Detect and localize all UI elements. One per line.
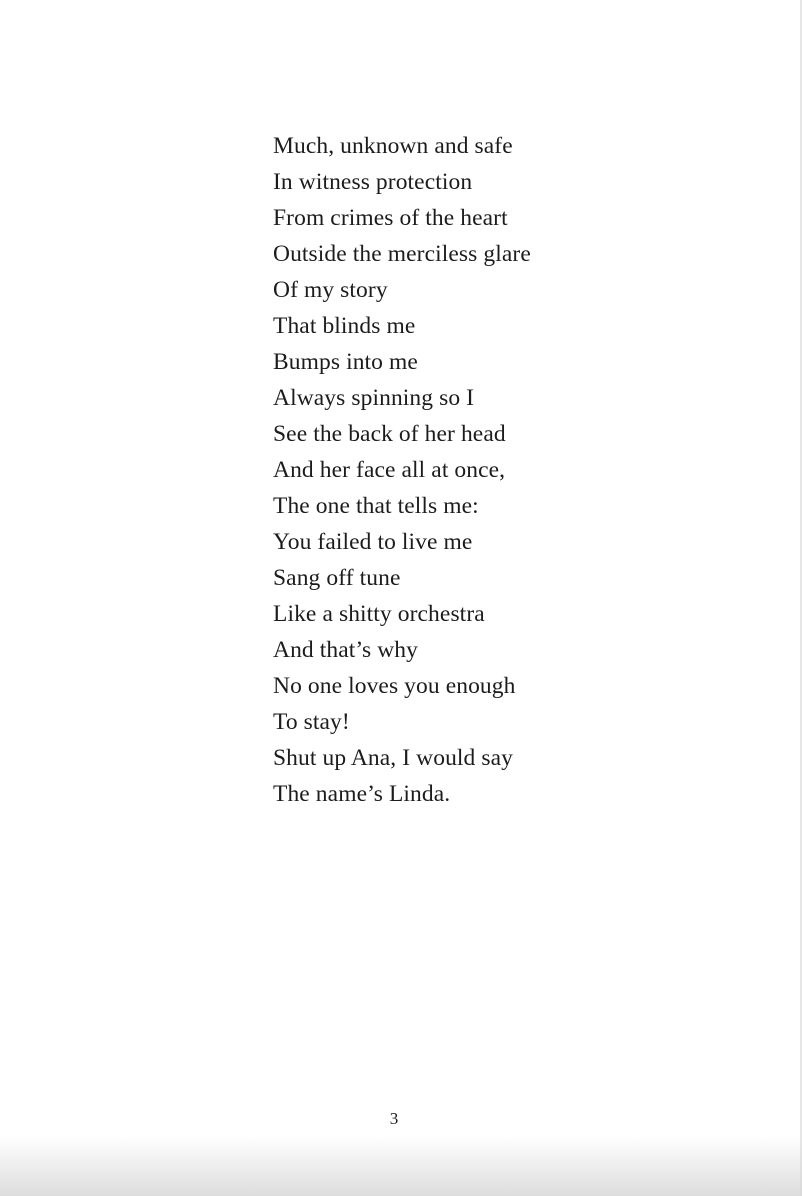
poem: [273, 128, 531, 812]
poem-line: And that’s why: [273, 637, 419, 663]
poem-line: Sang off tune: [273, 565, 401, 591]
poem-line: The name’s Linda.: [273, 781, 451, 807]
poem-line: No one loves you enough: [273, 673, 516, 699]
poem-line: Always spinning so I: [273, 385, 475, 411]
poem-line: That blinds me: [273, 313, 416, 339]
poem-line: Shut up Ana, I would say: [273, 745, 514, 771]
poem-line: To stay!: [273, 709, 350, 735]
poem-line: Outside the merciless glare: [273, 241, 531, 267]
poem-line: Like a shitty orchestra: [273, 601, 485, 627]
poem-line: In witness protection: [273, 169, 473, 195]
poem-line: Of my story: [273, 277, 388, 303]
poem-line: And her face all at once,: [273, 457, 506, 483]
poem-line: Bumps into me: [273, 349, 418, 375]
poem-line: You failed to live me: [273, 529, 473, 555]
page-bottom-shadow: [0, 1136, 802, 1196]
poem-line: The one that tells me:: [273, 493, 479, 519]
poem-line: Much, unknown and safe: [273, 133, 513, 159]
poem-line: From crimes of the heart: [273, 205, 508, 231]
poem-line: See the back of her head: [273, 421, 506, 447]
page-number: 3: [389, 1109, 399, 1128]
